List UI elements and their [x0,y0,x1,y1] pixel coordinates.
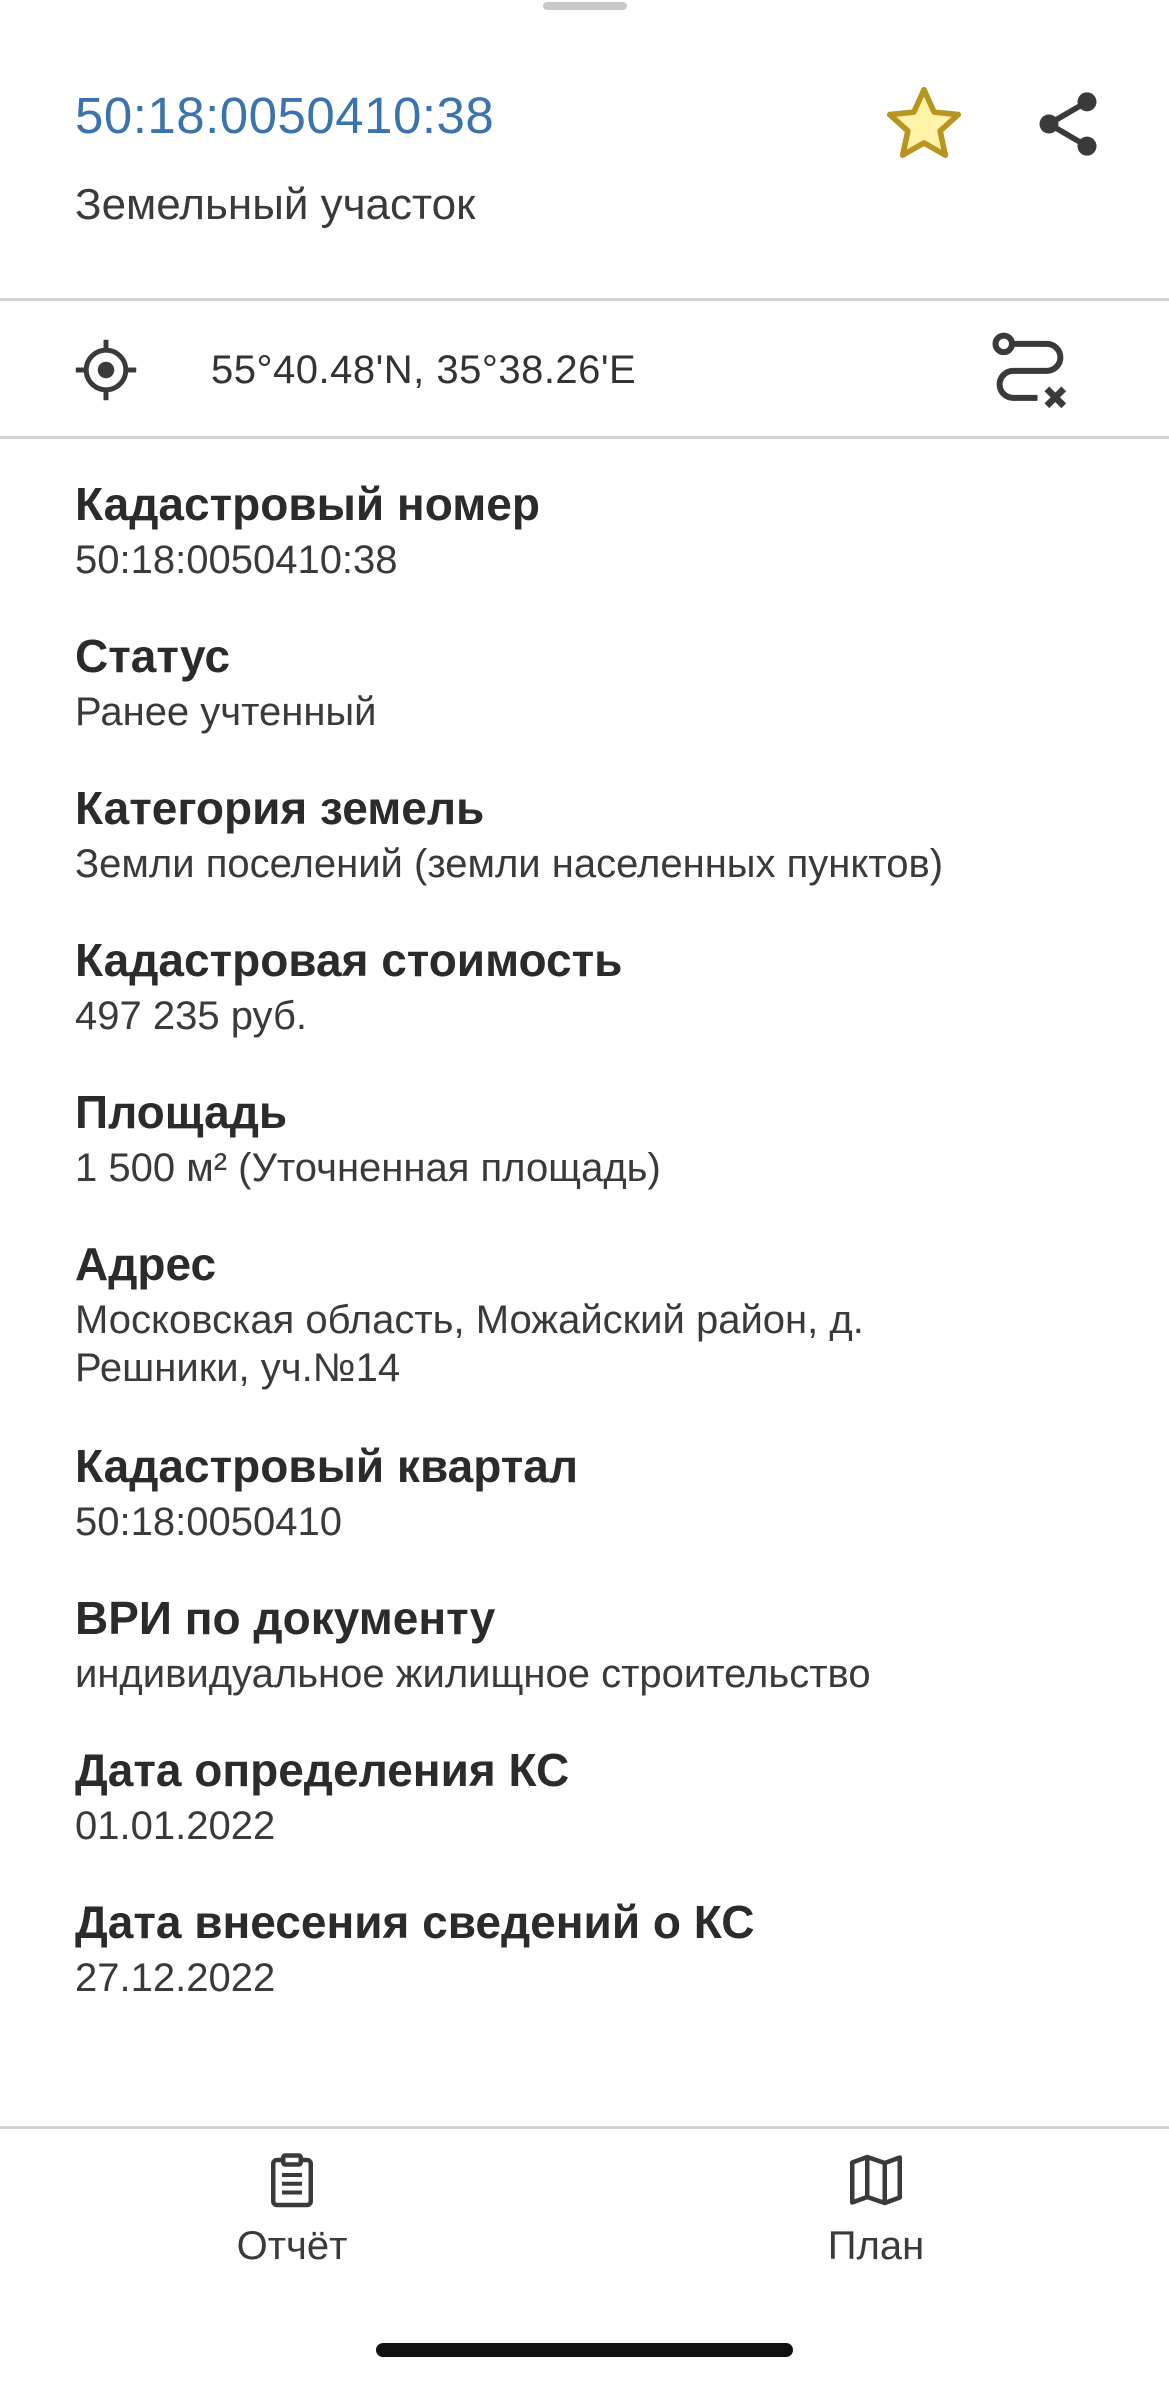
field-entry-date [75,1894,1095,2002]
field-value[interactable]: 50:18:0050410 [75,1500,342,1544]
field-land-category [75,780,1095,888]
field-value: индивидуальное жилищное строительство [75,1652,871,1696]
plan-tab-label: План [827,2224,925,2268]
plan-tab[interactable] [766,2150,986,2290]
coords-divider [0,436,1169,439]
share-button[interactable] [1020,76,1116,172]
field-value: 497 235 руб. [75,994,307,1038]
object-type-subtitle: Земельный участок [75,180,476,229]
field-value[interactable]: Московская область, Можайский район, д. Решники, уч.№14 [75,1298,864,1390]
field-cadastral-number [75,476,1095,584]
route-clear-button[interactable] [980,322,1080,422]
field-area [75,1084,1095,1192]
field-value: 01.01.2022 [75,1804,276,1848]
field-permitted-use [75,1590,1095,1698]
clipboard-icon [262,2150,322,2210]
field-label: ВРИ по документу [75,1592,496,1644]
favorite-button[interactable] [876,76,972,172]
field-label: Адрес [75,1238,217,1290]
field-value: 1 500 м² (Уточненная площадь) [75,1146,661,1190]
field-label: Категория земель [75,782,485,834]
cadastral-number-title[interactable]: 50:18:0050410:38 [75,87,495,144]
report-tab[interactable] [182,2150,402,2290]
field-label: Кадастровый квартал [75,1440,579,1492]
coordinates-text[interactable]: 55°40.48'N, 35°38.26'E [211,348,637,392]
field-label: Площадь [75,1086,288,1138]
field-label: Статус [75,630,231,682]
field-address [75,1236,1095,1392]
route-clear-icon [985,327,1075,417]
locate-button[interactable] [66,330,146,410]
field-value: Ранее учтенный [75,690,377,734]
field-value[interactable]: 50:18:0050410:38 [75,538,398,582]
map-icon [846,2150,906,2210]
header-divider [0,298,1169,301]
star-icon [882,82,966,166]
field-label: Дата определения КС [75,1744,570,1796]
field-cadastral-value [75,932,1095,1040]
field-value: Земли поселений (земли населенных пунктов) [75,842,944,886]
field-label: Кадастровая стоимость [75,934,623,986]
home-indicator[interactable] [376,2343,793,2357]
object-header [0,0,1169,300]
share-icon [1030,86,1106,162]
field-label: Дата внесения сведений о КС [75,1896,755,1948]
field-label: Кадастровый номер [75,478,540,530]
field-value: 27.12.2022 [75,1956,276,2000]
field-status [75,628,1095,736]
field-cadastral-quarter [75,1438,1095,1546]
field-valuation-date [75,1742,1095,1850]
report-tab-label: Отчёт [236,2224,348,2268]
crosshair-icon [73,337,139,403]
